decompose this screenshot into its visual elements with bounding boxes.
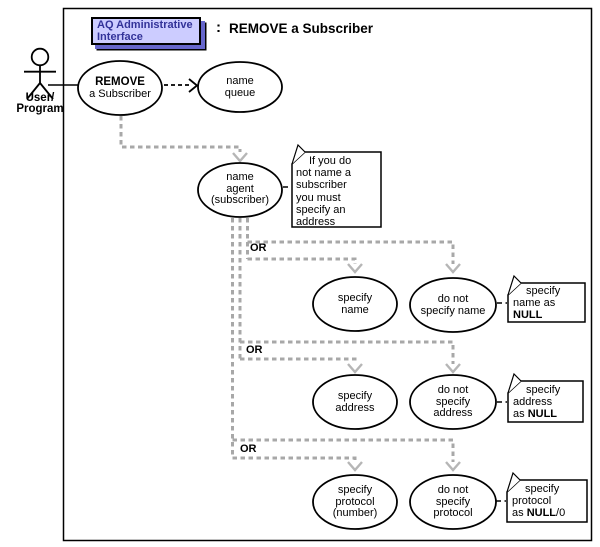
- title-separator: :: [216, 19, 221, 36]
- page-title: REMOVE a Subscriber: [229, 21, 374, 36]
- note-name-subscriber-text: If you do not name a subscriber you must specify an address: [296, 155, 352, 229]
- usecase-label-name-agent: name agent (subscriber): [210, 171, 270, 206]
- or-label-protocol: OR: [240, 443, 257, 455]
- aq-administrative-interface-tab: [91, 17, 201, 45]
- usecase-label-do-not-specify-name: do not specify name: [420, 293, 486, 317]
- note-specify-address-null: specify address as NULL: [513, 384, 561, 421]
- dependency-lines: [121, 116, 453, 462]
- or-label-name: OR: [250, 242, 267, 254]
- note-specify-protocol-null: specify protocol as NULL/0: [512, 483, 566, 520]
- note-anchor-lines: [283, 187, 507, 501]
- note-specify-name-null: specify name as NULL: [513, 285, 561, 322]
- usecase-label-remove-subscriber: REMOVE a Subscriber: [89, 76, 151, 100]
- usecase-label-name-queue: name queue: [224, 75, 256, 99]
- tab-label-line2: Interface: [97, 30, 143, 43]
- usecase-label-specify-name: specify name: [337, 292, 373, 316]
- usecase-label-specify-protocol: specify protocol (number): [332, 484, 378, 519]
- actor-label: User/ Program: [16, 92, 64, 115]
- tab-label-line1: AQ Administrative: [97, 19, 193, 31]
- usecase-label-do-not-specify-address: do not specify address: [433, 384, 473, 419]
- usecase-label-specify-address: specify address: [335, 390, 375, 414]
- or-label-address: OR: [246, 344, 263, 356]
- usecase-label-do-not-specify-protocol: do not specify protocol: [433, 484, 473, 519]
- arrowhead-icon: [189, 79, 197, 92]
